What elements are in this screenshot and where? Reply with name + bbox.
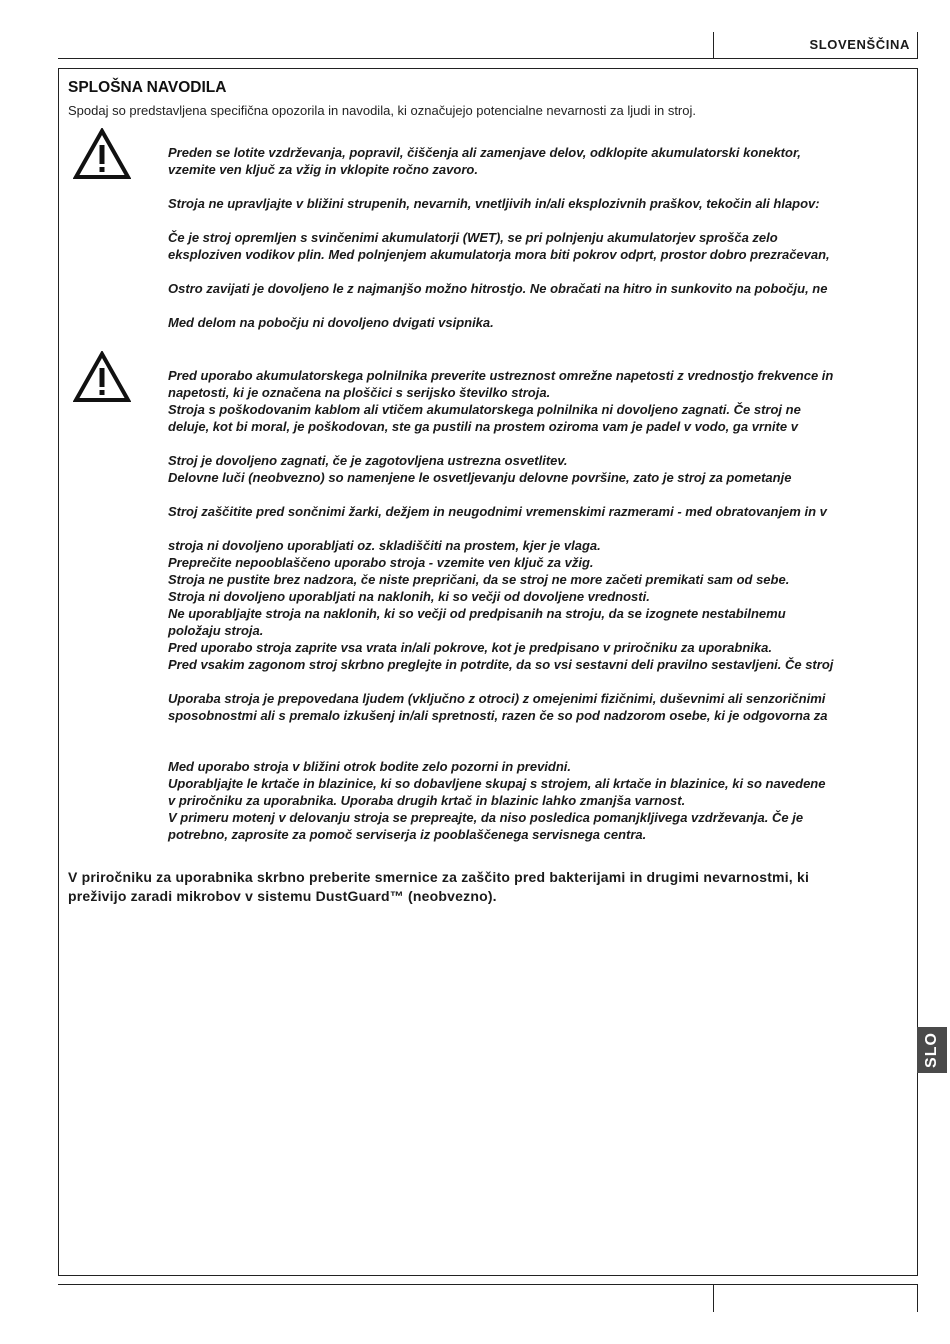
header-divider xyxy=(713,32,714,58)
warning-group-2 xyxy=(168,367,908,843)
footer-divider xyxy=(713,1284,714,1312)
warning-text: Stroj zaščitite pred sončnimi žarki, dežjem in neugodnimi vremenskimi razmerami - med obratovanjem in v xyxy=(168,504,827,519)
warning-text: Če je stroj opremljen s svinčenimi akumulatorji (WET), se pri polnjenju akumulatorjev sprošča zelo eksploziven vodikov plin. Med polnjenjem akumulatorja mora biti pokrov odprt, prostor dobro prezračevan, xyxy=(168,230,830,262)
footer-divider-right xyxy=(917,1284,918,1312)
warning-text: stroja ni dovoljeno uporabljati oz. skladiščiti na prostem, kjer je vlaga. Preprečite nepooblaščeno uporabo stroja - vzemite ven ključ za vžig. Stroja ne pustite brez nadzora, če niste prepričani, da se stroj ne more začeti premikati sam od sebe. Stroja ni dovoljeno uporabljati na naklonih, ki so večji od dovoljene vrednosti. Ne uporabljajte stroja na naklonih, ki so večji od predpisanih na stroju, da se izognete nestabilnemu položaju stroja. Pred uporabo stroja zaprite vsa vrata in/ali pokrove, kot je predpisano v priročniku za uporabnika. Pred vsakim zagonom stroj skrbno preglejte in potrdite, da so vsi sestavni deli pravilno sestavljeni. Če stroj xyxy=(168,538,834,672)
warning-text: Med delom na pobočju ni dovoljeno dvigati vsipnika. xyxy=(168,315,494,330)
language-label: SLOVENŠČINA xyxy=(809,37,910,52)
warning-triangle-icon xyxy=(73,128,131,180)
warning-text: Ostro zavijati je dovoljeno le z najmanjšo možno hitrostjo. Ne obračati na hitro in sunkovito na pobočju, ne xyxy=(168,281,828,296)
language-side-tab xyxy=(917,1027,947,1073)
header-divider-right xyxy=(917,32,918,58)
warning-text: Stroja ne upravljajte v bližini strupenih, nevarnih, vnetljivih in/ali eksplozivnih praškov, tekočin ali hlapov: xyxy=(168,196,820,211)
footer-rule xyxy=(58,1284,918,1285)
header-rule xyxy=(58,58,918,59)
warning-text: Med uporabo stroja v bližini otrok bodite zelo pozorni in previdni. Uporabljajte le krtače in blazinice, ki so dobavljene skupaj s strojem, ali krtače in blazinice, ki so navedene v priročniku za uporabnika. Uporaba drugih krtač in blazinic lahko zmanjša varnost. V primeru motenj v delovanju stroja se prepreajte, da niso posledica pomanjkljivega vzdrževanja. Če je potrebno, zaprosite za pomoč serviserja iz pooblaščenega servisnega centra. xyxy=(168,759,826,842)
warning-text: Uporaba stroja je prepovedana ljudem (vključno z otroci) z omejenimi fizičnimi, duševnimi ali senzoričnimi sposobnostmi ali s premalo izkušenj in/ali spretnosti, razen če so pod nadzorom osebe, ki je odgovorna za xyxy=(168,691,828,723)
warning-text: Pred uporabo akumulatorskega polnilnika preverite ustreznost omrežne napetosti z vrednostjo frekvence in napetosti, ki je označena na ploščici s serijsko številko stroja. Stroja s poškodovanim kablom ali vtičem akumulatorskega polnilnika ni dovoljeno zagnati. Če stroj ne deluje, kot bi moral, je poškodovan, ste ga pustili na prostem oziroma vam je padel v vodo, ga vrnite v xyxy=(168,368,834,434)
warning-triangle-icon xyxy=(73,351,131,403)
warning-group-1 xyxy=(168,144,908,331)
dustguard-note: V priročniku za uporabnika skrbno preberite smernice za zaščito pred bakterijami in drugimi nevarnostmi, ki preživijo zaradi mikrobov v sistemu DustGuard™ (neobvezno). xyxy=(68,869,810,904)
section-intro: Spodaj so predstavljena specifična opozorila in navodila, ki označujejo potencialne nevarnosti za ljudi in stroj. xyxy=(68,103,696,118)
side-tab-label: SLO xyxy=(923,1032,941,1068)
section-title: SPLOŠNA NAVODILA xyxy=(68,79,227,96)
warning-text: Stroj je dovoljeno zagnati, če je zagotovljena ustrezna osvetlitev. Delovne luči (neobvezno) so namenjene le osvetljevanju delovne površine, zato je stroj za pometanje xyxy=(168,453,792,485)
warning-text: Preden se lotite vzdrževanja, popravil, čiščenja ali zamenjave delov, odklopite akumulatorski konektor, vzemite ven ključ za vžig in vklopite ročno zavoro. xyxy=(168,145,801,177)
